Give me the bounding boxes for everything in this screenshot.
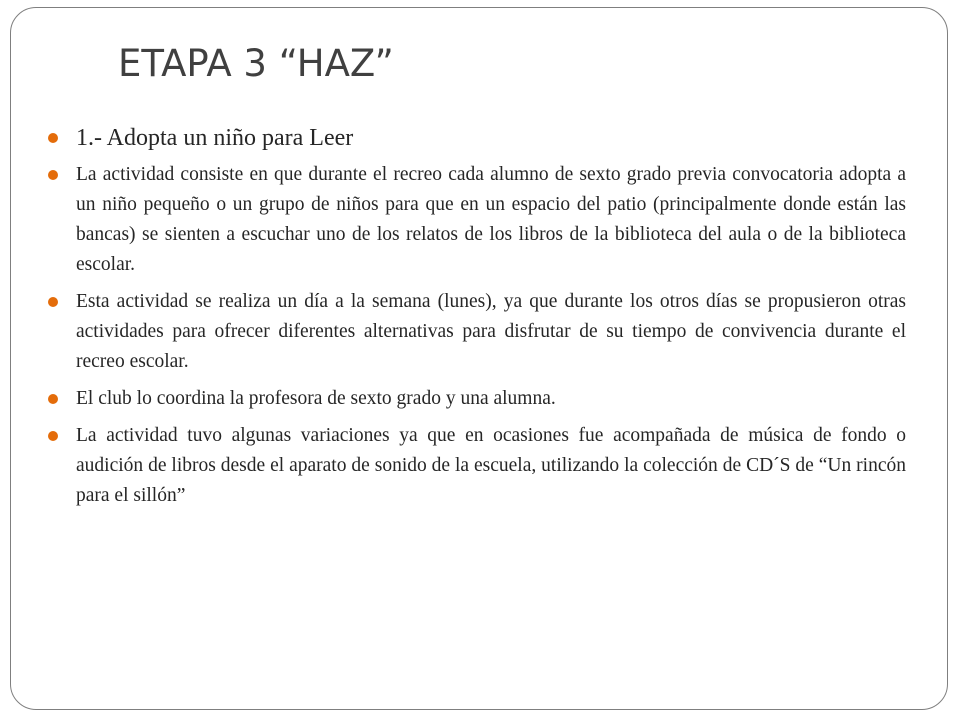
bullet-weekly-schedule: Esta actividad se realiza un día a la semana (lunes), ya que durante los otros días se propusieron otras actividades para ofrecer diferentes alternativas para disfrutar de su tiempo de convivencia durante el recreo escolar. <box>76 287 906 377</box>
bullet-activity-description: La actividad consiste en que durante el recreo cada alumno de sexto grado previa convocatoria adopta a un niño pequeño o un grupo de niños para que en un espacio del patio (principalmente donde están las bancas) se sienten a escuchar uno de los relatos de los libros de la biblioteca del aula o de la biblioteca escolar. <box>76 160 906 280</box>
slide-frame <box>10 7 948 710</box>
bullet-activity-heading: 1.- Adopta un niño para Leer <box>76 120 906 156</box>
slide-title: ETAPA 3 “HAZ” <box>118 42 394 85</box>
bullet-list <box>76 120 906 518</box>
bullet-variations: La actividad tuvo algunas variaciones ya que en ocasiones fue acompañada de música de fondo o audición de libros desde el aparato de sonido de la escuela, utilizando la colección de CD´S de “Un rincón para el sillón” <box>76 421 906 511</box>
bullet-club-coordination: El club lo coordina la profesora de sexto grado y una alumna. <box>76 384 906 414</box>
